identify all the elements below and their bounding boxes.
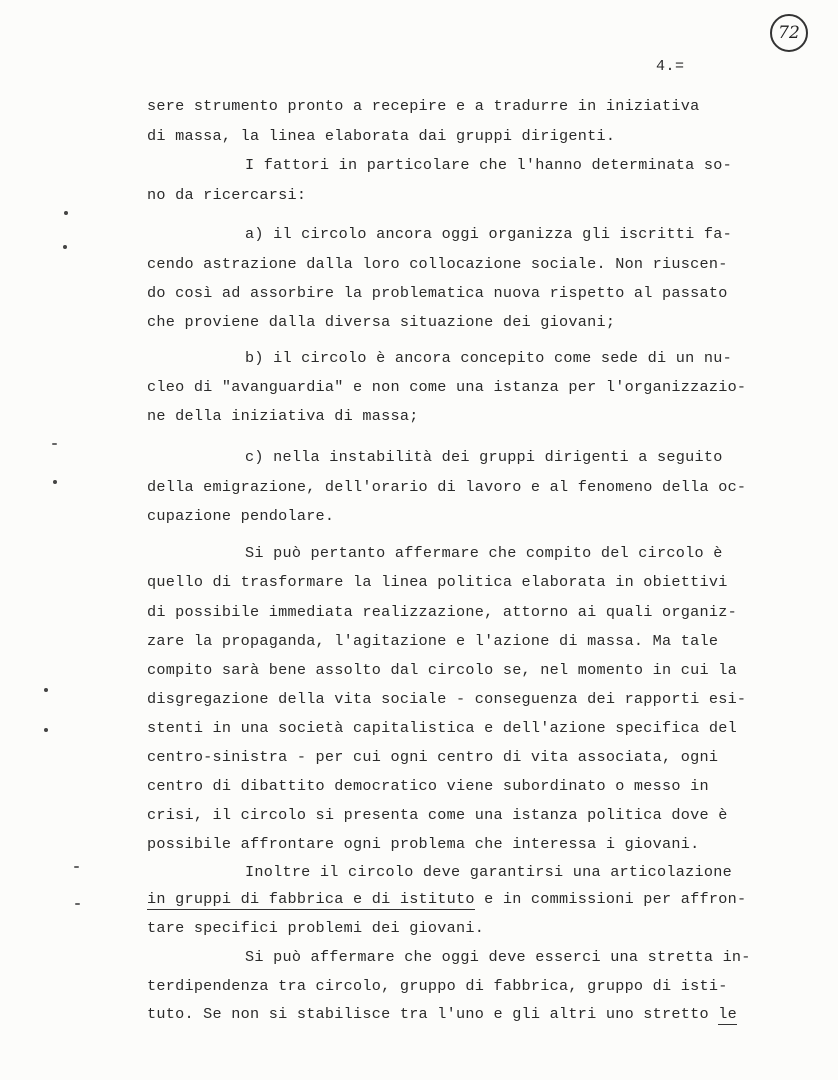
margin-dot [53,480,57,484]
text-line: I fattori in particolare che l'hanno determinata so- [245,156,732,174]
archive-stamp: 72 [770,14,808,52]
text-line-mixed [147,889,746,909]
margin-dot [63,245,67,249]
text-line: terdipendenza tra circolo, gruppo di fabbrica, gruppo di isti- [147,977,728,995]
text-line: b) il circolo è ancora concepito come sede di un nu- [245,349,732,367]
margin-dash [52,443,57,445]
text-line: a) il circolo ancora oggi organizza gli iscritti fa- [245,225,732,243]
text-line: sere strumento pronto a recepire e a tradurre in iniziativa [147,97,700,115]
text-line: cleo di "avanguardia" e non come una istanza per l'organizzazio- [147,378,747,396]
text-line: di possibile immediata realizzazione, attorno ai quali organiz- [147,603,737,621]
text-run: e in commissioni per affron- [474,890,747,908]
text-line: Inoltre il circolo deve garantirsi una articolazione [245,863,732,881]
text-line: ne della iniziativa di massa; [147,407,419,425]
margin-dash [75,903,80,905]
text-line: della emigrazione, dell'orario di lavoro e al fenomeno della oc- [147,478,747,496]
text-line-mixed [147,1004,737,1024]
margin-dot [44,688,48,692]
text-line: che proviene dalla diversa situazione dei giovani; [147,313,616,331]
margin-dot [64,211,68,215]
margin-dash [74,866,79,868]
text-line: crisi, il circolo si presenta come una istanza politica dove è [147,806,728,824]
underlined-phrase: in gruppi di fabbrica e di istituto [147,890,475,908]
text-line: compito sarà bene assolto dal circolo se, nel momento in cui la [147,661,737,679]
text-line: c) nella instabilità dei gruppi dirigenti a seguito [245,448,723,466]
text-line: centro di dibattito democratico viene subordinato o messo in [147,777,709,795]
underlined-word: le [718,1005,737,1023]
text-line: disgregazione della vita sociale - conseguenza dei rapporti esi- [147,690,747,708]
text-line: Si può pertanto affermare che compito del circolo è [245,544,723,562]
text-line: do così ad assorbire la problematica nuova rispetto al passato [147,284,728,302]
text-line: possibile affrontare ogni problema che interessa i giovani. [147,835,700,853]
text-line: cupazione pendolare. [147,507,335,525]
text-line: tare specifici problemi dei giovani. [147,919,485,937]
text-line: Si può affermare che oggi deve esserci una stretta in- [245,948,751,966]
text-line: quello di trasformare la linea politica elaborata in obiettivi [147,573,728,591]
margin-dot [44,728,48,732]
text-line: no da ricercarsi: [147,186,307,204]
text-line: zare la propaganda, l'agitazione e l'azione di massa. Ma tale [147,632,719,650]
text-line: di massa, la linea elaborata dai gruppi dirigenti. [147,127,616,145]
text-run: tuto. Se non si stabilisce tra l'uno e gli altri uno stretto [147,1005,719,1023]
text-line: centro-sinistra - per cui ogni centro di vita associata, ogni [147,748,719,766]
page-number: 4.= [656,58,685,75]
text-line: cendo astrazione dalla loro collocazione sociale. Non riuscen- [147,255,728,273]
text-line: stenti in una società capitalistica e dell'azione specifica del [147,719,737,737]
